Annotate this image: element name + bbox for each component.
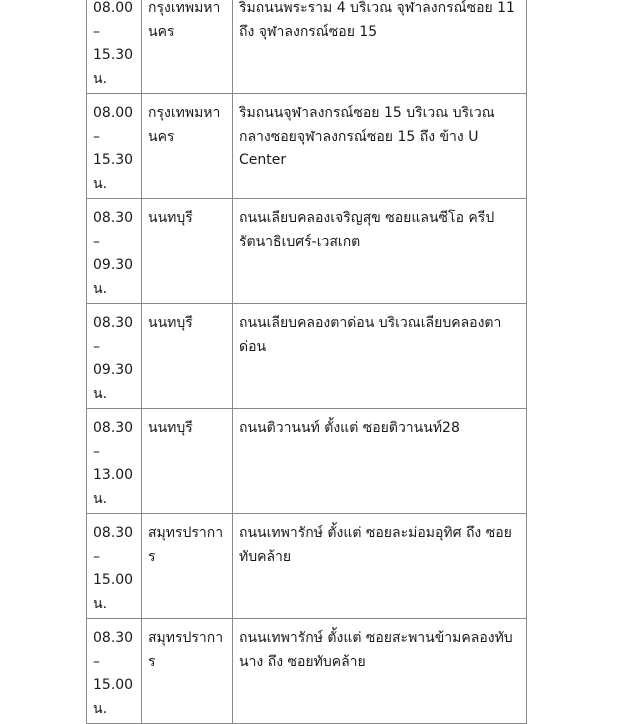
time-dash: – (93, 548, 100, 565)
location-cell: ริมถนนพระราม 4 บริเวณ จุฬาลงกรณ์ซอย 11 ถึง จุฬาลงกรณ์ซอย 15 (233, 0, 527, 94)
table-row (87, 409, 527, 514)
end-time: 09.30 (93, 362, 134, 378)
table-row (87, 514, 527, 619)
table-row (87, 94, 527, 199)
location-cell: ถนนติวานนท์ ตั้งแต่ ซอยติวานนท์28 (233, 409, 527, 514)
outage-schedule-table (86, 0, 527, 724)
location-cell: ถนนเทพารักษ์ ตั้งแต่ ซอยสะพานข้ามคลองทับนาง ถึง ซอยทับคล้าย (233, 619, 527, 724)
time-dash: – (93, 443, 100, 460)
location-cell: ถนนเลียบคลองเจริญสุข ซอยแลนซีโอ ครีป รัตนาธิเบศร์-เวสเกต (233, 199, 527, 304)
end-time: 15.00 (93, 677, 134, 693)
time-dash: – (93, 653, 100, 670)
province-cell: กรุงเทพมหานคร (142, 94, 233, 199)
table-row (87, 0, 527, 94)
location-cell: ถนนเทพารักษ์ ตั้งแต่ ซอยละม่อมอุทิศ ถึง ซอยทับคล้าย (233, 514, 527, 619)
time-unit: น. (93, 490, 108, 507)
outage-schedule-table-wrapper (86, 0, 526, 724)
time-unit: น. (93, 700, 108, 717)
time-cell (87, 0, 142, 94)
time-dash: – (93, 23, 100, 40)
time-dash: – (93, 128, 100, 145)
time-cell (87, 409, 142, 514)
time-unit: น. (93, 595, 108, 612)
location-cell: ริมถนนจุฬาลงกรณ์ซอย 15 บริเวณ บริเวณกลางซอยจุฬาลงกรณ์ซอย 15 ถึง ข้าง U Center (233, 94, 527, 199)
time-cell (87, 94, 142, 199)
time-cell (87, 619, 142, 724)
province-cell: นนทบุรี (142, 199, 233, 304)
time-dash: – (93, 338, 100, 355)
start-time: 08.00 (93, 105, 134, 121)
province-cell: สมุทรปราการ (142, 619, 233, 724)
province-cell: สมุทรปราการ (142, 514, 233, 619)
start-time: 08.30 (93, 315, 134, 331)
province-cell: นนทบุรี (142, 304, 233, 409)
end-time: 13.00 (93, 467, 134, 483)
time-unit: น. (93, 385, 108, 402)
start-time: 08.30 (93, 420, 134, 436)
province-cell: นนทบุรี (142, 409, 233, 514)
end-time: 15.00 (93, 572, 134, 588)
time-cell (87, 304, 142, 409)
time-unit: น. (93, 70, 108, 87)
start-time: 08.00 (93, 0, 134, 16)
time-dash: – (93, 233, 100, 250)
province-cell: กรุงเทพมหานคร (142, 0, 233, 94)
time-cell (87, 514, 142, 619)
table-row (87, 199, 527, 304)
location-cell: ถนนเลียบคลองตาด่อน บริเวณเลียบคลองตาด่อน (233, 304, 527, 409)
time-cell (87, 199, 142, 304)
time-unit: น. (93, 175, 108, 192)
end-time: 15.30 (93, 152, 134, 168)
end-time: 15.30 (93, 47, 134, 63)
start-time: 08.30 (93, 525, 134, 541)
start-time: 08.30 (93, 630, 134, 646)
start-time: 08.30 (93, 210, 134, 226)
end-time: 09.30 (93, 257, 134, 273)
time-unit: น. (93, 280, 108, 297)
table-row (87, 304, 527, 409)
table-row (87, 619, 527, 724)
